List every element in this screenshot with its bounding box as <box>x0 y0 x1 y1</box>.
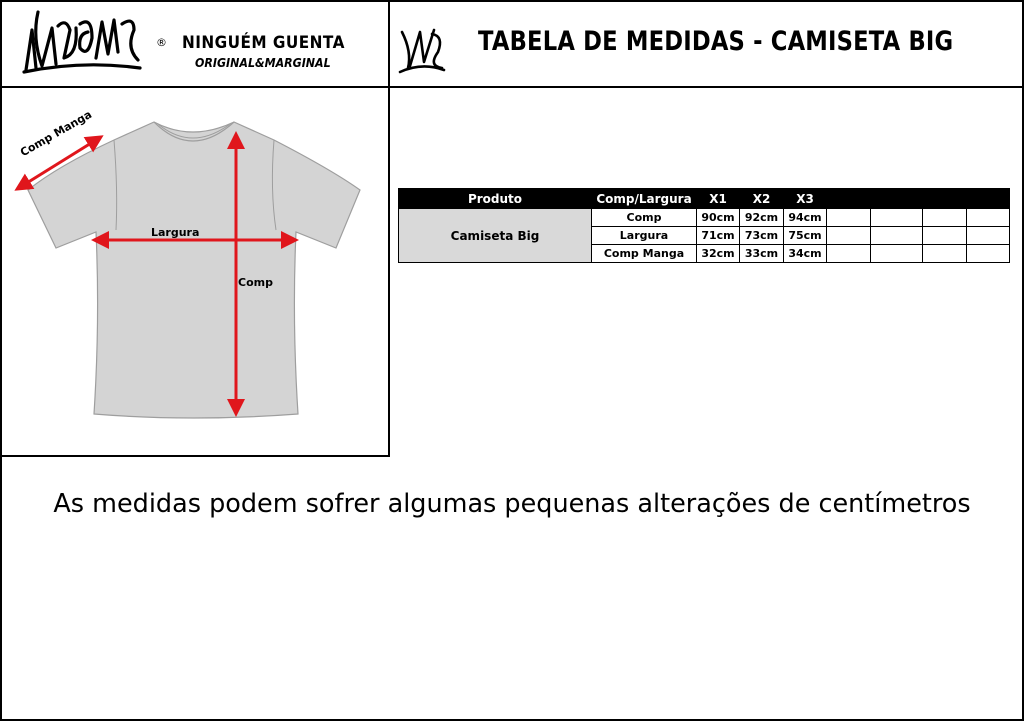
table-row <box>399 209 1010 227</box>
value-cell: 33cm <box>740 245 784 263</box>
shirt-diagram <box>2 90 386 454</box>
sleeve-label: Comp Manga <box>18 107 95 160</box>
measurement-note: As medidas podem sofrer algumas pequenas alterações de centímetros <box>53 489 971 519</box>
width-label: Largura <box>151 226 200 239</box>
header-size: X1 <box>697 189 740 209</box>
header-product: Produto <box>399 189 592 209</box>
shirt-body <box>28 122 360 418</box>
value-cell <box>827 227 871 245</box>
value-cell <box>967 245 1010 263</box>
measure-cell: Comp <box>592 209 697 227</box>
diagram-border-bottom <box>0 455 390 457</box>
value-cell <box>923 227 967 245</box>
measure-cell: Largura <box>592 227 697 245</box>
header-size <box>827 189 871 209</box>
header-size <box>967 189 1010 209</box>
value-cell: 32cm <box>697 245 740 263</box>
registered-mark: ® <box>156 36 167 49</box>
value-cell <box>923 209 967 227</box>
value-cell: 73cm <box>740 227 784 245</box>
value-cell <box>827 245 871 263</box>
diagram-border-right <box>388 86 390 457</box>
value-cell: 94cm <box>784 209 827 227</box>
brand-tagline: ORIGINAL&MARGINAL <box>195 56 331 70</box>
value-cell <box>871 227 923 245</box>
header-split <box>388 0 390 88</box>
value-cell <box>967 227 1010 245</box>
header-measure: Comp/Largura <box>592 189 697 209</box>
header-divider <box>0 86 1024 88</box>
value-cell: 90cm <box>697 209 740 227</box>
value-cell <box>871 245 923 263</box>
brand-name: NINGUÉM GUENTA <box>182 33 345 53</box>
value-cell <box>923 245 967 263</box>
header-size <box>923 189 967 209</box>
product-cell: Camiseta Big <box>399 209 592 263</box>
header-size: X3 <box>784 189 827 209</box>
page-title: TABELA DE MEDIDAS - CAMISETA BIG <box>478 26 954 57</box>
table-header-row <box>399 189 1010 209</box>
graffiti-tag-logo-icon <box>22 8 144 76</box>
value-cell <box>967 209 1010 227</box>
value-cell <box>871 209 923 227</box>
value-cell <box>827 209 871 227</box>
header-size: X2 <box>740 189 784 209</box>
length-label: Comp <box>238 276 273 289</box>
graffiti-tag-mark-icon <box>398 22 446 74</box>
value-cell: 71cm <box>697 227 740 245</box>
value-cell: 92cm <box>740 209 784 227</box>
header-size <box>871 189 923 209</box>
value-cell: 34cm <box>784 245 827 263</box>
size-table <box>398 188 1010 263</box>
value-cell: 75cm <box>784 227 827 245</box>
measure-cell: Comp Manga <box>592 245 697 263</box>
